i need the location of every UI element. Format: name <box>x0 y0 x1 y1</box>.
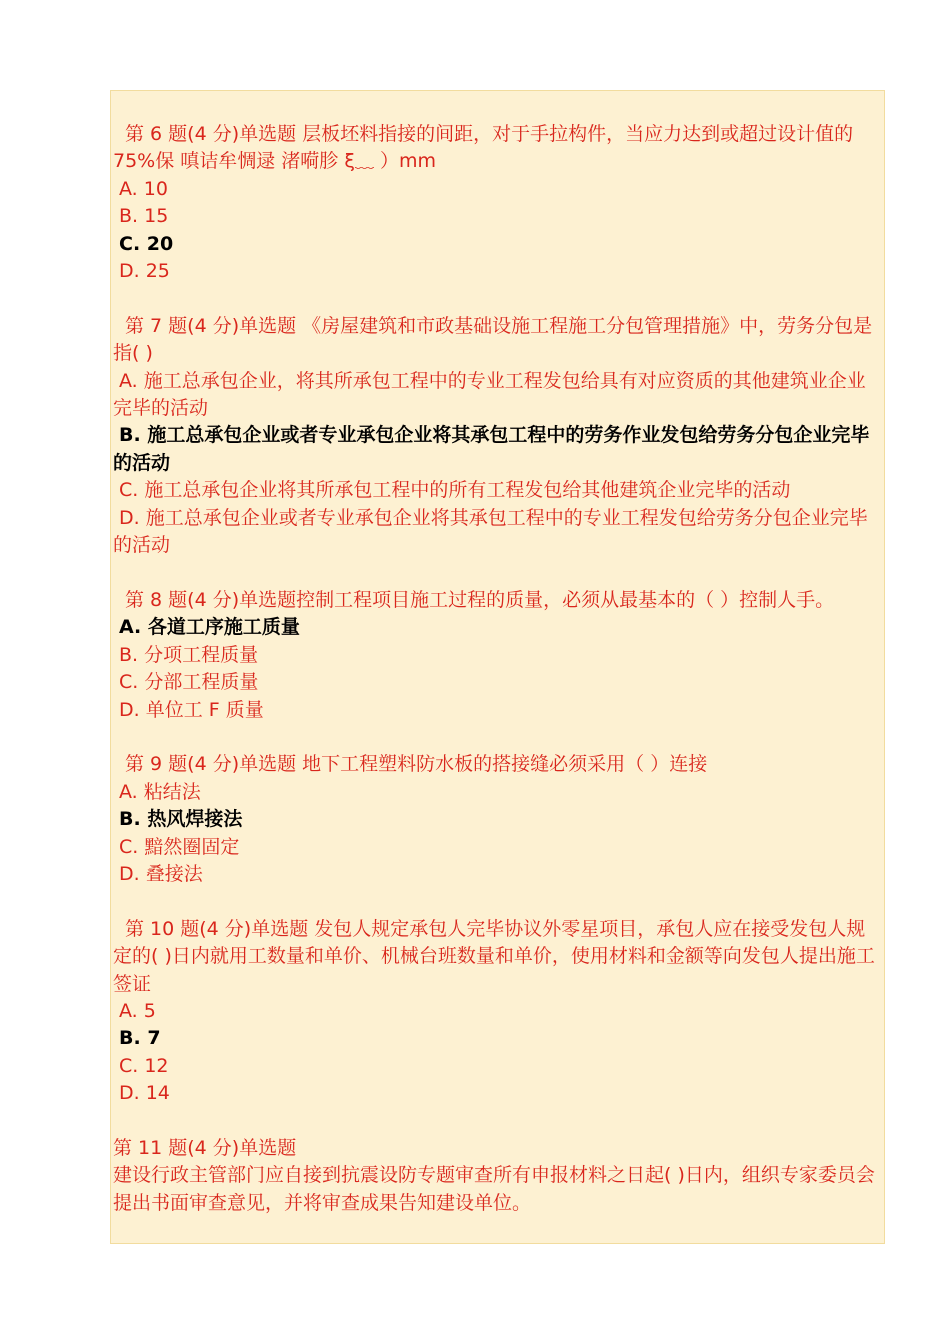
option-c: C. 12 <box>119 1054 169 1077</box>
option-c: C. 施工总承包企业将其所承包工程中的所有工程发包给其他建筑企业完毕的活动 <box>119 479 791 502</box>
option-d: D. 单位工 F 质量 <box>119 698 264 721</box>
question-stem: 第 9 题(4 分)单选题 地下工程塑料防水板的搭接缝必须采用（ ）连接 <box>125 753 708 776</box>
question-8 <box>113 587 884 724</box>
option-a: A. 5 <box>119 999 156 1022</box>
question-10 <box>113 916 884 1108</box>
question-stem: 第 7 题(4 分)单选题 《房屋建筑和市政基础设施工程施工分包管理措施》中，劳务分包是指( ) <box>113 314 873 365</box>
option-d: D. 施工总承包企业或者专业承包企业将其承包工程中的专业工程发包给劳务分包企业完毕的活动 <box>113 506 868 557</box>
question-stem: 第 8 题(4 分)单选题控制工程项目施工过程的质量，必须从最基本的（ ）控制人手。 <box>125 588 835 611</box>
option-b-correct: B. 热风焊接法 <box>119 808 243 831</box>
option-a: A. 粘结法 <box>119 780 201 803</box>
option-c: C. 分部工程质量 <box>119 671 259 694</box>
question-stem: 第 6 题(4 分)单选题 层板坯料指接的间距，对于手拉构件，当应力达到或超过设计值的 75%保 嗔诘牟惆逯 渚嗬胗 ξ﹏ ）mm <box>113 123 854 173</box>
question-9 <box>113 751 884 888</box>
option-c: C. 黯然圈固定 <box>119 835 240 858</box>
option-c-correct: C. 20 <box>119 232 174 255</box>
question-6 <box>113 121 884 285</box>
option-a: A. 施工总承包企业，将其所承包工程中的专业工程发包给具有对应资质的其他建筑业企业完毕的活动 <box>113 369 866 420</box>
question-panel <box>110 90 885 1244</box>
option-a-correct: A. 各道工序施工质量 <box>119 616 300 639</box>
option-b-correct: B. 7 <box>119 1027 161 1050</box>
option-b-correct: B. 施工总承包企业或者专业承包企业将其承包工程中的劳务作业发包给劳务分包企业完毕的活动 <box>113 424 870 474</box>
option-b: B. 分项工程质量 <box>119 643 259 666</box>
question-header: 第 11 题(4 分)单选题 <box>113 1136 297 1159</box>
question-7 <box>113 313 884 560</box>
question-11 <box>113 1135 884 1217</box>
option-d: D. 14 <box>119 1082 170 1105</box>
question-stem: 建设行政主管部门应自接到抗震设防专题审查所有申报材料之日起( )日内，组织专家委员会提出书面审查意见，并将审查成果告知建设单位。 <box>113 1164 875 1214</box>
option-b: B. 15 <box>119 205 169 228</box>
option-a: A. 10 <box>119 177 168 200</box>
question-stem: 第 10 题(4 分)单选题 发包人规定承包人完毕协议外零星项目，承包人应在接受发包人规定的( )日内就用工数量和单价、机械台班数量和单价，使用材料和金额等向发包人提出施工签证 <box>113 917 875 995</box>
option-d: D. 25 <box>119 260 170 283</box>
option-d: D. 叠接法 <box>119 862 203 885</box>
